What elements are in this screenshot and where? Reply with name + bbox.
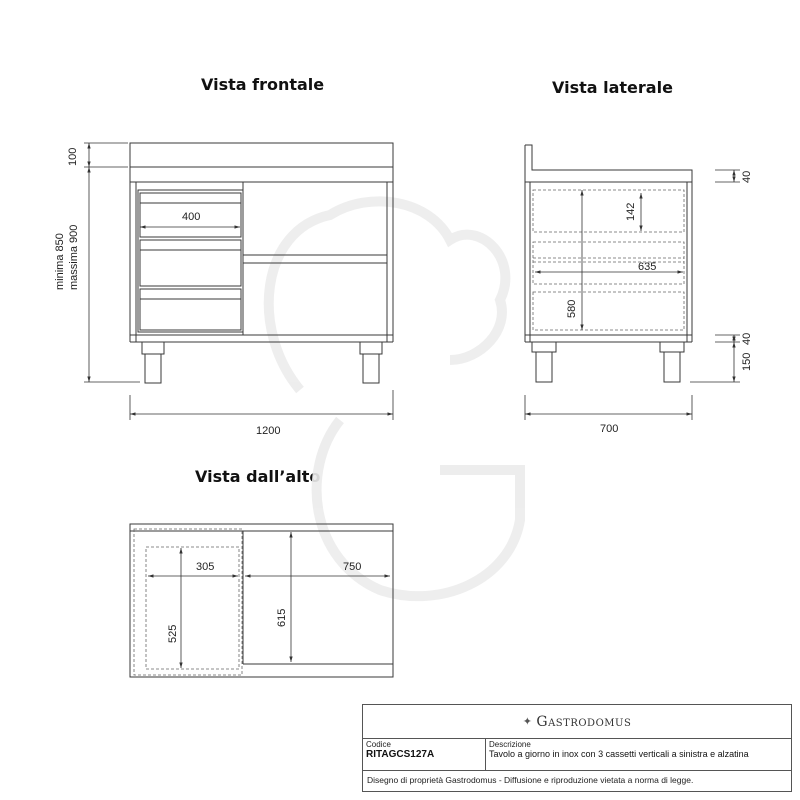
dim-top-drawer-depth: 525 bbox=[167, 624, 179, 643]
watermark-logo bbox=[269, 201, 520, 596]
brand-logo bbox=[363, 705, 791, 739]
dim-side-bottom-150: 150 bbox=[741, 352, 753, 371]
description-value: Tavolo a giorno in inox con 3 cassetti verticali a sinistra e alzatina bbox=[489, 749, 749, 759]
dim-side-backsplash: 40 bbox=[741, 170, 753, 183]
dim-side-drawer-height: 142 bbox=[625, 202, 637, 221]
front-worktop bbox=[130, 143, 393, 167]
dim-side-bottom-40: 40 bbox=[741, 332, 753, 345]
side-foot-left bbox=[532, 342, 556, 352]
title-block bbox=[362, 704, 792, 792]
dim-top-open-depth: 615 bbox=[276, 608, 288, 627]
side-view bbox=[525, 145, 692, 382]
code-label: Codice bbox=[366, 740, 391, 749]
copyright-footer: Disegno di proprietà Gastrodomus - Diffusione e riproduzione vietata a norma di legge. bbox=[367, 775, 694, 785]
dim-top-open-width: 750 bbox=[343, 561, 362, 573]
top-view-title: Vista dall’alto bbox=[195, 467, 321, 486]
side-backsplash bbox=[525, 145, 692, 182]
side-view-title: Vista laterale bbox=[552, 78, 673, 97]
dim-front-height-min: minima 850 bbox=[54, 233, 66, 290]
dim-side-inner-height: 580 bbox=[566, 299, 578, 318]
front-foot-right bbox=[360, 342, 382, 354]
top-outline bbox=[130, 524, 393, 677]
front-foot-left bbox=[142, 342, 164, 354]
front-drawer-1 bbox=[140, 193, 241, 203]
front-drawer-3 bbox=[140, 289, 241, 299]
code-value: RITAGCS127A bbox=[366, 749, 435, 760]
side-foot-right bbox=[660, 342, 684, 352]
dim-front-backsplash: 100 bbox=[67, 147, 79, 166]
front-top-edge bbox=[130, 167, 393, 182]
front-drawer-2 bbox=[140, 240, 241, 250]
front-view bbox=[130, 143, 393, 383]
dim-top-drawer-width: 305 bbox=[196, 561, 215, 573]
front-shelf bbox=[243, 255, 387, 263]
dim-side-depth: 700 bbox=[600, 423, 619, 435]
top-dashed-drawer bbox=[134, 529, 242, 675]
brand-name: Gastrodomus bbox=[536, 713, 632, 730]
description-label: Descrizione bbox=[489, 740, 531, 749]
top-view bbox=[130, 524, 393, 677]
front-view-title: Vista frontale bbox=[201, 75, 325, 94]
dim-front-drawer-width: 400 bbox=[182, 211, 201, 223]
dim-side-depth-inner: 635 bbox=[638, 261, 657, 273]
brand-mark-icon: ✦ bbox=[522, 715, 533, 728]
dim-front-height-max: massima 900 bbox=[68, 224, 80, 290]
dim-front-width: 1200 bbox=[256, 425, 281, 437]
side-dashed-drawers bbox=[533, 190, 684, 330]
